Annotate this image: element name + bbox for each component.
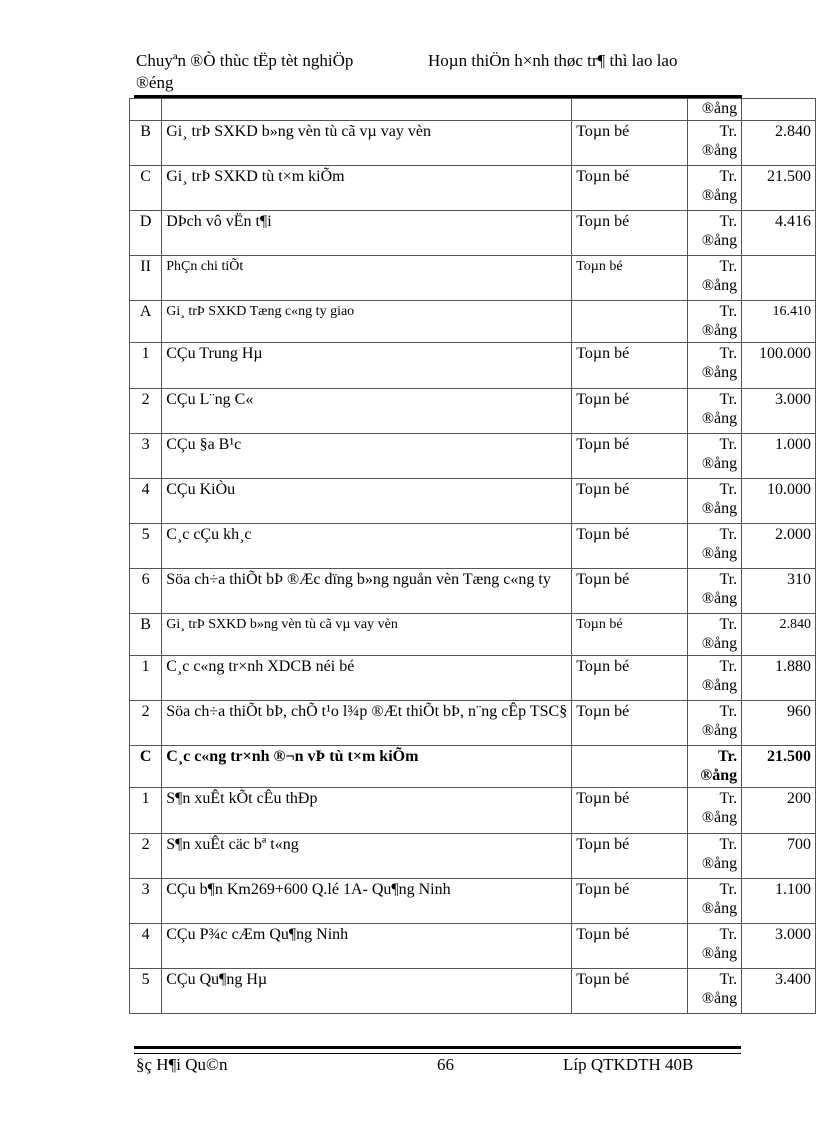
row-unit-line2: ®ång	[701, 322, 738, 339]
row-name: Gi¸ trÞ SXKD Tæng c«ng ty giao	[162, 301, 572, 343]
row-code: 3	[130, 434, 162, 479]
row-unit	[687, 343, 741, 389]
row-name: S¶n xuÊt kÕt cÊu thÐp	[162, 788, 572, 834]
row-unit-line1: Tr.	[719, 703, 738, 720]
row-code: A	[130, 301, 162, 343]
row-name: CÇu b¶n Km269+600 Q.lé 1A- Qu¶ng Ninh	[162, 879, 572, 924]
table-row	[130, 879, 816, 924]
row-unit-line1: Tr.	[719, 926, 738, 943]
row-unit	[687, 166, 741, 211]
table-row	[130, 256, 816, 301]
row-name: CÇu P¾c cÆm Qu¶ng Ninh	[162, 924, 572, 969]
row-scope: Toµn bé	[572, 569, 688, 614]
row-scope	[572, 746, 688, 788]
header-title-continuation: ®éng	[136, 73, 174, 92]
row-unit-line2: ®ång	[701, 855, 738, 872]
row-scope	[572, 99, 688, 121]
row-unit-line1: Tr.	[719, 123, 738, 140]
row-unit	[687, 656, 741, 701]
row-unit	[687, 701, 741, 746]
row-scope: Toµn bé	[572, 879, 688, 924]
row-code	[130, 99, 162, 121]
row-unit	[687, 301, 741, 343]
row-scope: Toµn bé	[572, 701, 688, 746]
row-unit-line2: ®ång	[701, 635, 738, 652]
row-unit-line1: Tr.	[719, 391, 738, 408]
row-unit	[687, 924, 741, 969]
row-value: 21.500	[742, 746, 816, 788]
row-unit-line2: ®ång	[701, 809, 738, 826]
row-unit	[687, 99, 741, 121]
table-row	[130, 211, 816, 256]
table-row	[130, 434, 816, 479]
row-value: 21.500	[742, 166, 816, 211]
header-right-title: Hoµn thiÖn h×nh thøc tr¶ thì lao lao	[428, 51, 678, 70]
row-unit-line2: ®ång	[701, 900, 738, 917]
row-scope: Toµn bé	[572, 788, 688, 834]
row-value: 310	[742, 569, 816, 614]
row-unit-line2: ®ång	[700, 767, 738, 784]
row-name: CÇu L¨ng C«	[162, 389, 572, 434]
footer-class: Líp QTKDTH 40B	[563, 1055, 694, 1074]
footer-page-number: 66	[437, 1055, 454, 1074]
table-row	[130, 656, 816, 701]
row-name: Söa ch÷a thiÕt bÞ ®Æc dïng b»ng nguån vèn Tæng c«ng ty	[162, 569, 572, 614]
row-code: 6	[130, 569, 162, 614]
row-unit-line2: ®ång	[701, 100, 738, 117]
row-unit-line2: ®ång	[701, 232, 738, 249]
row-code: 2	[130, 834, 162, 879]
row-name: CÇu KiÒu	[162, 479, 572, 524]
row-unit-line2: ®ång	[701, 500, 738, 517]
row-name: C¸c cÇu kh¸c	[162, 524, 572, 569]
table-row	[130, 479, 816, 524]
row-value: 3.400	[742, 969, 816, 1014]
row-scope: Toµn bé	[572, 211, 688, 256]
row-scope: Toµn bé	[572, 256, 688, 301]
row-code: 1	[130, 343, 162, 389]
row-value	[742, 256, 816, 301]
row-code: II	[130, 256, 162, 301]
production-value-table	[129, 98, 816, 1014]
row-unit-line1: Tr.	[719, 658, 738, 675]
row-name: CÇu Trung Hµ	[162, 343, 572, 389]
row-code: 3	[130, 879, 162, 924]
row-unit-line1: Tr.	[718, 748, 738, 765]
row-scope: Toµn bé	[572, 969, 688, 1014]
row-code: 4	[130, 924, 162, 969]
table-row	[130, 746, 816, 788]
row-unit	[687, 121, 741, 166]
row-unit-line2: ®ång	[701, 990, 738, 1007]
row-unit	[687, 614, 741, 656]
row-value: 10.000	[742, 479, 816, 524]
row-unit-line1: Tr.	[719, 481, 738, 498]
row-name: CÇu §a B¹c	[162, 434, 572, 479]
row-value: 1.100	[742, 879, 816, 924]
header-left-title: Chuyªn ®Ò thùc tËp tèt nghiÖp	[136, 51, 354, 70]
row-unit	[687, 746, 741, 788]
row-value: 2.000	[742, 524, 816, 569]
row-unit-line1: Tr.	[719, 436, 738, 453]
row-scope: Toµn bé	[572, 656, 688, 701]
row-unit-line2: ®ång	[701, 590, 738, 607]
row-unit-line1: Tr.	[719, 168, 738, 185]
row-name: PhÇn chi tiÕt	[162, 256, 572, 301]
table-row	[130, 343, 816, 389]
row-name: DÞch vô vËn t¶i	[162, 211, 572, 256]
footer-author: §ç H¶i Qu©n	[136, 1055, 228, 1074]
row-scope	[572, 301, 688, 343]
row-unit-line2: ®ång	[701, 455, 738, 472]
row-value: 700	[742, 834, 816, 879]
row-value: 3.000	[742, 924, 816, 969]
row-unit	[687, 834, 741, 879]
row-code: 5	[130, 524, 162, 569]
row-value: 1.000	[742, 434, 816, 479]
row-name: S¶n xuÊt cäc bª t«ng	[162, 834, 572, 879]
row-unit-line2: ®ång	[701, 364, 738, 381]
row-code: B	[130, 121, 162, 166]
row-unit	[687, 211, 741, 256]
row-unit-line1: Tr.	[719, 526, 738, 543]
row-scope: Toµn bé	[572, 434, 688, 479]
row-unit-line1: Tr.	[719, 258, 738, 275]
row-value: 3.000	[742, 389, 816, 434]
row-name: Gi¸ trÞ SXKD b»ng vèn tù cã vµ vay vèn	[162, 614, 572, 656]
row-name: C¸c c«ng tr×nh ®¬n vÞ tù t×m kiÕm	[162, 746, 572, 788]
row-name: Gi¸ trÞ SXKD tù t×m kiÕm	[162, 166, 572, 211]
row-scope: Toµn bé	[572, 166, 688, 211]
row-value: 4.416	[742, 211, 816, 256]
row-unit-line1: Tr.	[719, 345, 738, 362]
row-scope: Toµn bé	[572, 524, 688, 569]
row-value: 960	[742, 701, 816, 746]
row-unit-line2: ®ång	[701, 187, 738, 204]
row-code: C	[130, 746, 162, 788]
row-unit-line2: ®ång	[701, 722, 738, 739]
row-name: CÇu Qu¶ng Hµ	[162, 969, 572, 1014]
row-unit-line2: ®ång	[701, 945, 738, 962]
row-unit-line1: Tr.	[719, 213, 738, 230]
table-row	[130, 389, 816, 434]
row-unit-line1: Tr.	[719, 616, 738, 633]
row-code: C	[130, 166, 162, 211]
row-scope: Toµn bé	[572, 343, 688, 389]
table-row	[130, 524, 816, 569]
row-value: 1.880	[742, 656, 816, 701]
row-scope: Toµn bé	[572, 121, 688, 166]
row-unit-line1: Tr.	[719, 571, 738, 588]
row-name: C¸c c«ng tr×nh XDCB néi bé	[162, 656, 572, 701]
row-unit	[687, 434, 741, 479]
page-header	[136, 50, 736, 94]
row-code: 4	[130, 479, 162, 524]
row-name: Gi¸ trÞ SXKD b»ng vèn tù cã vµ vay vèn	[162, 121, 572, 166]
row-value: 2.840	[742, 614, 816, 656]
row-unit	[687, 969, 741, 1014]
row-unit	[687, 788, 741, 834]
table-row	[130, 788, 816, 834]
row-value: 2.840	[742, 121, 816, 166]
row-code: D	[130, 211, 162, 256]
table-row	[130, 701, 816, 746]
table-row	[130, 924, 816, 969]
table-row	[130, 614, 816, 656]
row-unit-line1: Tr.	[719, 836, 738, 853]
row-unit-line1: Tr.	[719, 790, 738, 807]
table-row	[130, 166, 816, 211]
row-value	[742, 99, 816, 121]
row-unit-line1: Tr.	[719, 303, 738, 320]
row-value: 200	[742, 788, 816, 834]
row-scope: Toµn bé	[572, 614, 688, 656]
row-name	[162, 99, 572, 121]
row-unit-line2: ®ång	[701, 277, 738, 294]
row-value: 100.000	[742, 343, 816, 389]
row-code: 2	[130, 389, 162, 434]
table-row	[130, 121, 816, 166]
row-value: 16.410	[742, 301, 816, 343]
row-unit	[687, 524, 741, 569]
row-unit-line2: ®ång	[701, 545, 738, 562]
row-unit	[687, 389, 741, 434]
row-unit-line1: Tr.	[719, 881, 738, 898]
row-unit	[687, 479, 741, 524]
row-unit-line1: Tr.	[719, 971, 738, 988]
table-row	[130, 834, 816, 879]
row-code: 5	[130, 969, 162, 1014]
row-scope: Toµn bé	[572, 924, 688, 969]
row-scope: Toµn bé	[572, 834, 688, 879]
row-scope: Toµn bé	[572, 389, 688, 434]
row-name: Söa ch÷a thiÕt bÞ, chÕ t¹o l¾p ®Æt thiÕt bÞ, n¨ng cÊp TSC§	[162, 701, 572, 746]
row-unit-line2: ®ång	[701, 677, 738, 694]
row-unit	[687, 879, 741, 924]
row-unit-line2: ®ång	[701, 142, 738, 159]
row-code: 2	[130, 701, 162, 746]
row-code: 1	[130, 788, 162, 834]
table-row	[130, 969, 816, 1014]
row-unit	[687, 256, 741, 301]
row-scope: Toµn bé	[572, 479, 688, 524]
row-code: 1	[130, 656, 162, 701]
row-unit	[687, 569, 741, 614]
table-row	[130, 569, 816, 614]
table-row-continued	[130, 99, 816, 121]
row-unit-line2: ®ång	[701, 410, 738, 427]
table-row	[130, 301, 816, 343]
footer-rule	[134, 1046, 741, 1054]
row-code: B	[130, 614, 162, 656]
